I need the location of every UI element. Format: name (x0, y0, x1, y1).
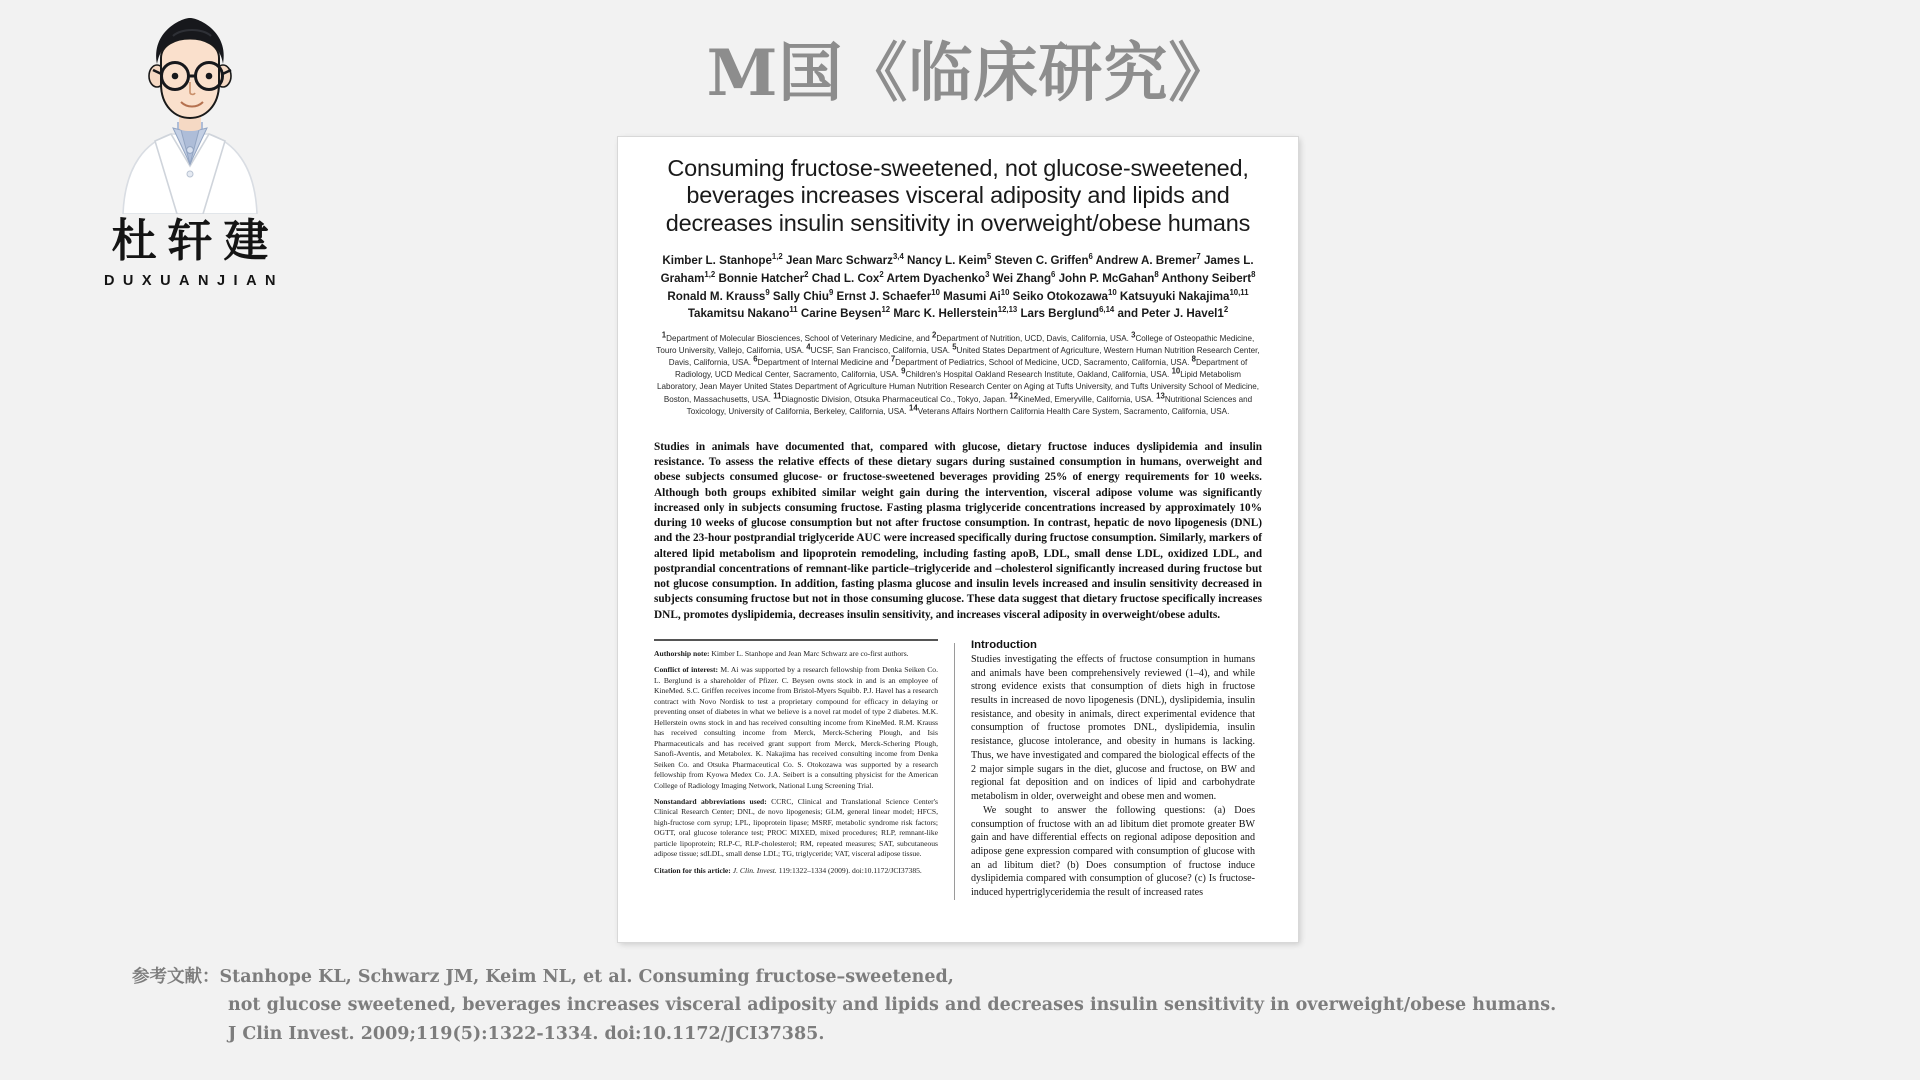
citation-journal: J. Clin. Invest. (730, 865, 777, 875)
introduction-paragraph-1: Studies investigating the effects of fructose consumption in humans and animals have been comprehensively reviewed (1–4), and while strong evidence exists that consumption of diets high in fructose results in increased de novo lipogenesis (DNL), dyslipidemia, insulin resistance, and obesity in animals, direct experimental evidence that consumption of fructose promotes DNL, dyslipidemia, insulin resistance, glucose intolerance, and obesity in humans is lacking. Thus, we have investigated and compared the biological effects of the 2 major simple sugars in the diet, glucose and fructose, on BW and regional fat deposition and on indices of lipid and carbohydrate metabolism in older, overweight and obese men and women. (971, 653, 1255, 803)
reference-line-3: J Clin Invest. 2009;119(5):1322-1334. doi:10.1172/JCI37385. (228, 1023, 825, 1044)
reference-label: 参考文献： (132, 967, 220, 987)
introduction-paragraph-2: We sought to answer the following questions: (a) Does consumption of fructose with an ad libitum diet promote greater BW gain and have differential effects on regional adipose deposition and adipose gene expression compared with consumption of glucose with an ad libitum diet? (b) Does consumption of fructose induce dyslipidemia compared with consumption of glucose? (c) Is fructose-induced hypertriglyceridemia the result of increased rates (971, 804, 1255, 899)
citation-rest: 119:1322–1334 (2009). doi:10.1172/JCI37385. (776, 865, 922, 875)
authorship-note (654, 649, 938, 659)
brand-logo (80, 14, 300, 289)
reference-caption (132, 963, 1852, 1048)
nonstandard-abbreviations (654, 797, 938, 860)
paper-title: Consuming fructose-sweetened, not glucose-sweetened, beverages increases visceral adiposity and lipids and decreases insulin sensitivity in overweight/obese humans (665, 155, 1251, 236)
introduction-heading: Introduction (971, 638, 1037, 651)
page-title: M国《临床研究》 (706, 36, 1234, 111)
authorship-note-label: Authorship note: (654, 648, 710, 658)
brand-name-en: DUXUANJIAN (103, 272, 285, 289)
reference-line-1: Stanhope KL, Schwarz JM, Keim NL, et al. Consuming fructose–sweetened, (219, 967, 954, 987)
authorship-note-text: Kimber L. Stanhope and Jean Marc Schwarz are co-first authors. (709, 648, 909, 658)
article-citation (654, 866, 938, 876)
abbrev-text: CCRC, Clinical and Translational Science Center's Clinical Research Center; DNL, de novo lipogenesis; GLM, general linear model; HFCS, high-fructose corn syrup; LPL, lipoprotein lipase; MSRF, metabolic syndrome risk factors; OGTT, oral glucose tolerance test; PROC MIXED, mixed procedures; RLP, remnant-like particle lipoprotein; RLP-C, RLP-cholesterol; RM, repeated measures; SAT, subcutaneous adipose tissue; sdLDL, small dense LDL; TG, triglyceride; VAT, visceral adipose tissue. (654, 796, 938, 859)
footnote-divider (654, 639, 938, 641)
doctor-avatar-icon (80, 14, 300, 214)
conflict-label: Conflict of interest: (654, 665, 719, 675)
paper-abstract: Studies in animals have documented that, compared with glucose, dietary fructose induces dyslipidemia and insulin resistance. To assess the relative effects of these dietary sugars during sustained consumption in humans, overweight and obese subjects consumed glucose- or fructose-sweetened beverages providing 25% of energy requirements for 10 weeks. Although both groups exhibited similar weight gain during the intervention, visceral adipose volume was significantly increased only in subjects consuming fructose. Fasting plasma triglyceride concentrations increased by approximately 10% during 10 weeks of glucose consumption but not after fructose consumption. In contrast, hepatic de novo lipogenesis (DNL) and the 23-hour postprandial triglyceride AUC were increased specifically during fructose consumption. Similarly, markers of altered lipid metabolism and lipoprotein remodeling, including fasting apoB, LDL, small dense LDL, oxidized LDL, and postprandial concentrations of remnant-like particle–triglyceride and –cholesterol significantly increased during fructose but not glucose consumption. In addition, fasting plasma glucose and insulin levels increased and insulin sensitivity decreased in subjects consuming fructose but not in those consuming glucose. These data suggest that dietary fructose specifically increases DNL, promotes dyslipidemia, decreases insulin sensitivity, and increases visceral adiposity in overweight/obese adults. (654, 440, 1262, 621)
citation-label: Citation for this article: (654, 865, 731, 875)
paper-columns (654, 639, 1262, 900)
paper-footnote-column (654, 639, 954, 900)
paper-authors: Kimber L. Stanhope$^{1,2}$ Jean Marc Schwarz$^{3,4}$ Nancy L. Keim$^5$ Steven C. Griffen$^6$ Andrew A. Bremer$^7$ James L. Graham$^{1,2}$ Bonnie Hatcher$^2$ Chad L. Cox$^2$ Artem Dyachenko$^3$ Wei Zhang$^6$ John P. McGahan$^8$ Anthony Seibert$^8$ Ronald M. Krauss$^9$ Sally Chiu$^9$ Ernst J. Schaefer$^{10}$ Masumi Ai$^{10}$ Seiko Otokozawa$^{10}$ Katsuyuki Nakajima$^{10,11}$ Takamitsu Nakano$^{11}$ Carine Beysen$^{12}$ Marc K. Hellerstein$^{12,13}$ Lars Berglund$^{6,14}$ and Peter J. $Havel1^2$ (660, 252, 1256, 321)
paper-introduction-column (955, 639, 1255, 900)
conflict-text: M. Ai was supported by a research fellowship from Denka Seiken Co. L. Berglund is a shareholder of Pfizer. C. Beysen owns stock in and is an employee of KineMed. S.C. Griffen receives income from Bristol-Myers Squibb. P.J. Havel has a research contract with Novo Nordisk to test a proprietary compound for efficacy in delaying or preventing onset of diabetes in what we believe is a novel rat model of type 2 diabetes. M.K. Hellerstein owns stock in and has received consulting income from KineMed. R.M. Krauss has received consulting income from Merck, Merck-Schering Plough, and Isis Pharmaceuticals and has received grant support from Merck, Merck-Schering Plough, Sanofi-Aventis, and Metabolex. K. Nakajima has received consulting income from Denka Seiken Co. and Otsuka Pharmaceutical Co. S. Otokozawa was supported by a research fellowship from Kyowa Medex Co. J.A. Seibert is a consulting physicist for the American College of Radiology Imaging Network, National Lung Screening Trial. (654, 665, 939, 790)
brand-name-cn: 杜轩建 (111, 214, 280, 267)
abbrev-label: Nonstandard abbreviations used: (654, 796, 767, 806)
paper-scan (618, 137, 1298, 942)
reference-line-2: not glucose sweetened, beverages increases visceral adiposity and lipids and decreases insulin sensitivity in overweight/obese humans. (228, 995, 1557, 1016)
conflict-of-interest (654, 665, 938, 791)
paper-affiliations: $^1$Department of Molecular Biosciences, School of Veterinary Medicine, and $^2$Department of Nutrition, UCD, Davis, California, USA. $^3$College of Osteopathic Medicine, Touro University, Vallejo, California, USA. $^4$UCSF, San Francisco, California, USA. $^5$United States Department of Agriculture, Western Human Nutrition Research Center, Davis, California, USA. $^6$Department of Internal Medicine and $^7$Department of Pediatrics, School of Medicine, UCD, Sacramento, California, USA. $^8$Department of Radiology, UCD Medical Center, Sacramento, California, USA. $^9$Children's Hospital Oakland Research Institute, Oakland, California, USA. $^{10}$Lipid Metabolism Laboratory, Jean Mayer United States Department of Agriculture Human Nutrition Research Center on Aging at Tufts University, and Tufts University School of Medicine, Boston, Massachusetts, USA. $^{11}$Diagnostic Division, Otsuka Pharmaceutical Co., Tokyo, Japan. $^{12}$KineMed, Emeryville, California, USA. $^{13}$Nutritional Sciences and Toxicology, University of California, Berkeley, California, USA. $^{14}$Veterans Affairs Northern California Health Care System, Sacramento, California, USA. (656, 330, 1260, 416)
